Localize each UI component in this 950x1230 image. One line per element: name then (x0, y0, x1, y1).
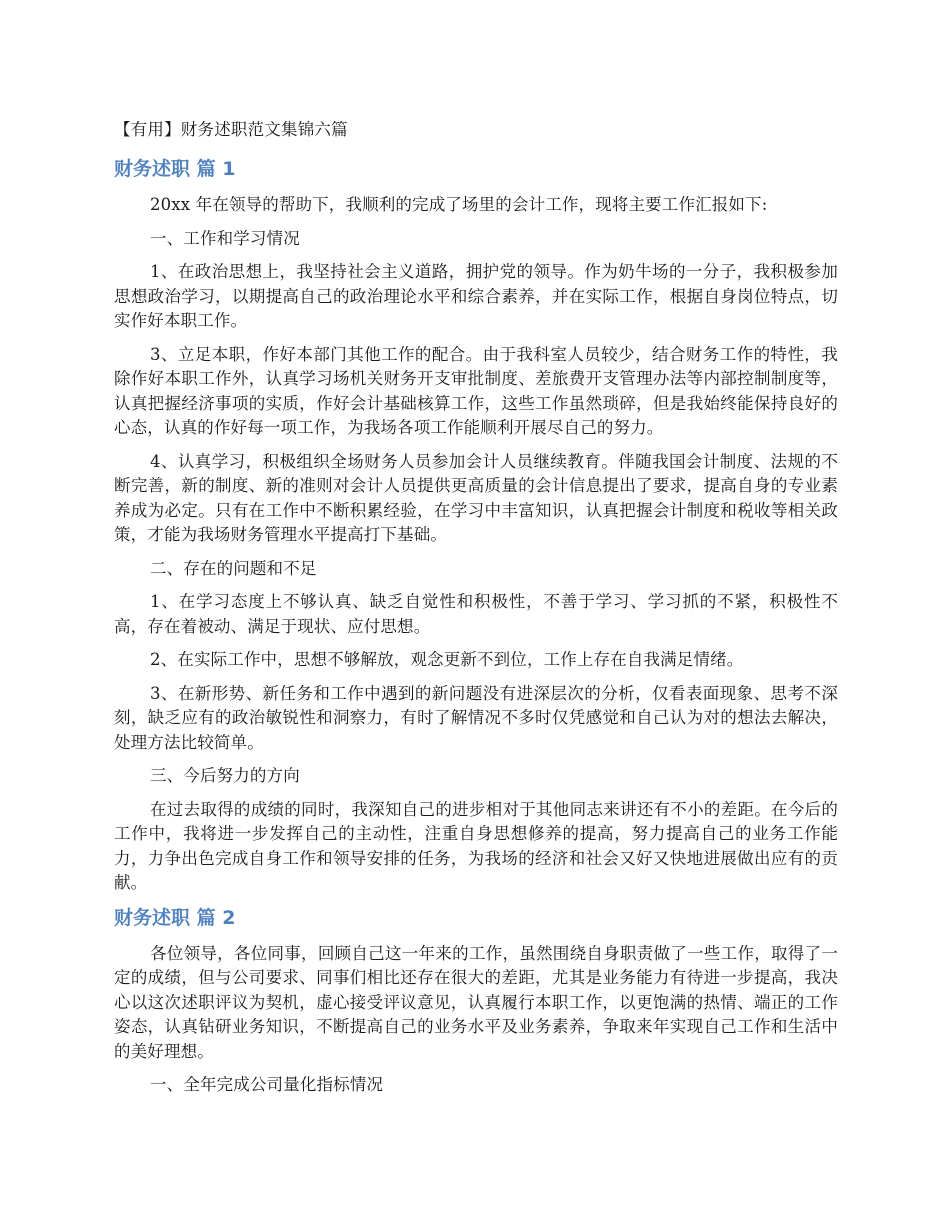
subheading: 二、存在的问题和不足 (150, 558, 317, 578)
paragraph: 各位领导，各位同事，回顾自己这一年来的工作，虽然围绕自身职责做了一些工作，取得了一定的成绩，但与公司要求、同事们相比还存在很大的差距，尤其是业务能力有待进一步提高，我决心以这次述职评议为契机，虚心接受评议意见，认真履行本职工作，以更饱满的热情、端正的工作姿态，认真钻研业务知识，不断提高自己的业务水平及业务素养，争取来年实现自己工作和生活中的美好理想。 (114, 943, 838, 1061)
subheading: 三、今后努力的方向 (150, 766, 300, 785)
paragraph: 1、在政治思想上，我坚持社会主义道路，拥护党的领导。作为奶牛场的一分子，我积极参加思想政治学习，以期提高自己的政治理论水平和综合素养，并在实际工作，根据自身岗位特点，切实作好本职工作。 (114, 262, 838, 330)
paragraph: 3、立足本职，作好本部门其他工作的配合。由于我科室人员较少，结合财务工作的特性，我除作好本职工作外，认真学习场机关财务开支审批制度、差旅费开支管理办法等内部控制制度等，认真把握经济事项的实质，作好会计基础核算工作，这些工作虽然琐碎，但是我始终能保持良好的心态，认真的作好每一项工作，为我场各项工作能顺利开展尽自己的努力。 (114, 344, 838, 437)
paragraph: 1、在学习态度上不够认真、缺乏自觉性和积极性，不善于学习、学习抓的不紧，积极性不高，存在着被动、满足于现状、应付思想。 (114, 592, 838, 636)
paragraph: 3、在新形势、新任务和工作中遇到的新问题没有进深层次的分析，仅看表面现象、思考不深刻，缺乏应有的政治敏锐性和洞察力，有时了解情况不多时仅凭感觉和自己认为对的想法去解决，处理方法比较简单。 (114, 683, 838, 752)
subheading: 一、工作和学习情况 (150, 228, 300, 248)
paragraph: 在过去取得的成绩的同时，我深知自己的进步相对于其他同志来讲还有不小的差距。在今后的工作中，我将进一步发挥自己的主动性，注重自身思想修养的提高，努力提高自己的业务工作能力，力争出色完成自身工作和领导安排的任务，为我场的经济和社会又好又快地进展做出应有的贡献。 (114, 799, 838, 892)
paragraph: 2、在实际工作中，思想不够解放，观念更新不到位，工作上存在自我满足情绪。 (150, 650, 744, 669)
section-heading: 财务述职 篇 1 (114, 158, 236, 180)
paragraph: 20xx 年在领导的帮助下，我顺利的完成了场里的会计工作，现将主要工作汇报如下: (150, 195, 768, 214)
subheading: 一、全年完成公司量化指标情况 (150, 1075, 384, 1094)
section-1 (114, 156, 838, 896)
paragraph: 4、认真学习，积极组织全场财务人员参加会计人员继续教育。伴随我国会计制度、法规的不断完善，新的制度、新的准则对会计人员提供更高质量的会计信息提出了要求，提高自身的专业素养成为必定。只有在工作中不断积累经验，在学习中丰富知识，认真把握会计制度和税收等相关政策，才能为我场财务管理水平提高打下基础。 (114, 451, 838, 544)
document-page (114, 118, 838, 1107)
section-heading: 财务述职 篇 2 (114, 906, 236, 929)
document-title: 【有用】财务述职范文集锦六篇 (114, 120, 348, 139)
section-2 (114, 905, 838, 1098)
